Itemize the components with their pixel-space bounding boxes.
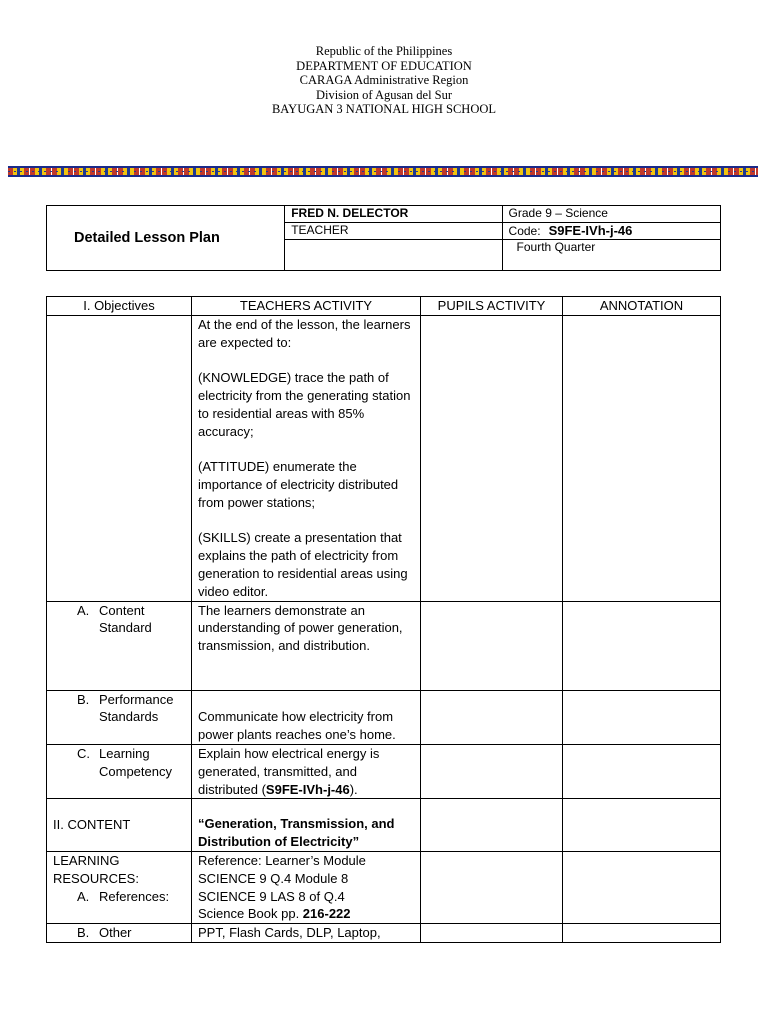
header-department: DEPARTMENT OF EDUCATION — [296, 58, 472, 73]
table-row — [47, 315, 721, 601]
decorative-border-band — [8, 166, 758, 177]
references-cell — [192, 851, 421, 923]
objective-attitude: (ATTITUDE) enumerate the importance of electricity distributed from power stations; — [198, 459, 399, 510]
table-row — [47, 744, 721, 798]
annotation-cell — [563, 799, 721, 852]
pupils-cell — [421, 601, 563, 690]
objectives-intro: At the end of the lesson, the learners are expected to: — [198, 316, 411, 350]
grade-subject: Grade 9 – Science — [502, 206, 720, 223]
code-value: S9FE-IVh-j-46 — [548, 223, 633, 238]
annotation-cell — [563, 601, 721, 690]
content-label: II. CONTENT — [47, 799, 192, 852]
other-resources: PPT, Flash Cards, DLP, Laptop, — [192, 924, 421, 943]
band-pattern — [8, 171, 758, 172]
table-row — [47, 924, 721, 943]
letter-c: C. — [77, 745, 90, 761]
objective-knowledge: (KNOWLEDGE) trace the path of electricity from the generating station to residential areas with 85% accuracy; — [198, 370, 411, 439]
objective-skills: (SKILLS) create a presentation that explains the path of electricity from generation to residential areas using video editor. — [198, 530, 408, 599]
pupils-cell — [421, 851, 563, 923]
lesson-plan-table — [46, 296, 721, 943]
learning-competency-cell: Explain how electrical energy is generated, transmitted, and distributed (S9FE-IVh-j-46). — [192, 744, 421, 798]
content-standard-label: A. Content Standard — [47, 601, 192, 690]
empty-info-cell — [285, 240, 502, 271]
header-republic: Republic of the Philippines — [315, 44, 453, 58]
header-school: BAYUGAN 3 NATIONAL HIGH SCHOOL — [271, 102, 497, 116]
other-label: B. Other — [47, 924, 192, 943]
annotation-cell — [563, 315, 721, 601]
letter-a-references: A. — [77, 888, 90, 904]
header-division: Division of Agusan del Sur — [315, 87, 453, 102]
table-row — [47, 601, 721, 690]
annotation-cell — [563, 744, 721, 798]
table-header-row — [47, 297, 721, 316]
col-teachers-activity: TEACHERS ACTIVITY — [192, 297, 421, 316]
table-row — [47, 799, 721, 852]
col-pupils-activity: PUPILS ACTIVITY — [421, 297, 563, 316]
col-objectives: I. Objectives — [47, 297, 192, 316]
col-annotation: ANNOTATION — [563, 297, 721, 316]
content-text: “Generation, Transmission, and Distribution of Electricity” — [192, 799, 421, 852]
quarter: Fourth Quarter — [502, 240, 720, 271]
document-header — [0, 44, 768, 117]
lesson-plan-title: Detailed Lesson Plan — [47, 206, 285, 271]
learning-competency-label: C. Learning Competency — [47, 744, 192, 798]
reference-book: Science Book pp. 216-222 — [198, 906, 351, 922]
pupils-cell — [421, 799, 563, 852]
pupils-cell — [421, 690, 563, 744]
performance-standards-text: Communicate how electricity from power plants reaches one’s home. — [198, 709, 396, 743]
pupils-cell — [421, 744, 563, 798]
header-region: CARAGA Administrative Region — [299, 73, 469, 87]
objectives-cell — [192, 315, 421, 601]
letter-b-other: B. — [77, 925, 90, 941]
annotation-cell — [563, 690, 721, 744]
letter-b: B. — [77, 691, 90, 707]
learning-resources-label: LEARNING RESOURCES: A. References: — [47, 851, 192, 923]
code-cell — [502, 223, 720, 240]
table-row — [47, 851, 721, 923]
content-standard-text: The learners demonstrate an understanding of power generation, transmission, and distribution. — [192, 601, 421, 690]
reference-module: Reference: Learner’s Module — [198, 852, 366, 868]
teacher-name: FRED N. DELECTOR — [285, 206, 502, 223]
code-label: Code: — [508, 224, 541, 238]
pupils-cell — [421, 315, 563, 601]
objectives-label-cell — [47, 315, 192, 601]
teacher-role: TEACHER — [285, 223, 502, 240]
annotation-cell — [563, 924, 721, 943]
competency-code: S9FE-IVh-j-46 — [265, 781, 350, 797]
table-row — [47, 690, 721, 744]
performance-standards-label: B. Performance Standards — [47, 690, 192, 744]
performance-standards-cell — [192, 690, 421, 744]
lesson-info-table — [46, 205, 721, 271]
reference-las: SCIENCE 9 LAS 8 of Q.4 — [198, 888, 345, 904]
reference-science-module: SCIENCE 9 Q.4 Module 8 — [198, 870, 349, 886]
letter-a: A. — [77, 602, 90, 618]
pupils-cell — [421, 924, 563, 943]
annotation-cell — [563, 851, 721, 923]
